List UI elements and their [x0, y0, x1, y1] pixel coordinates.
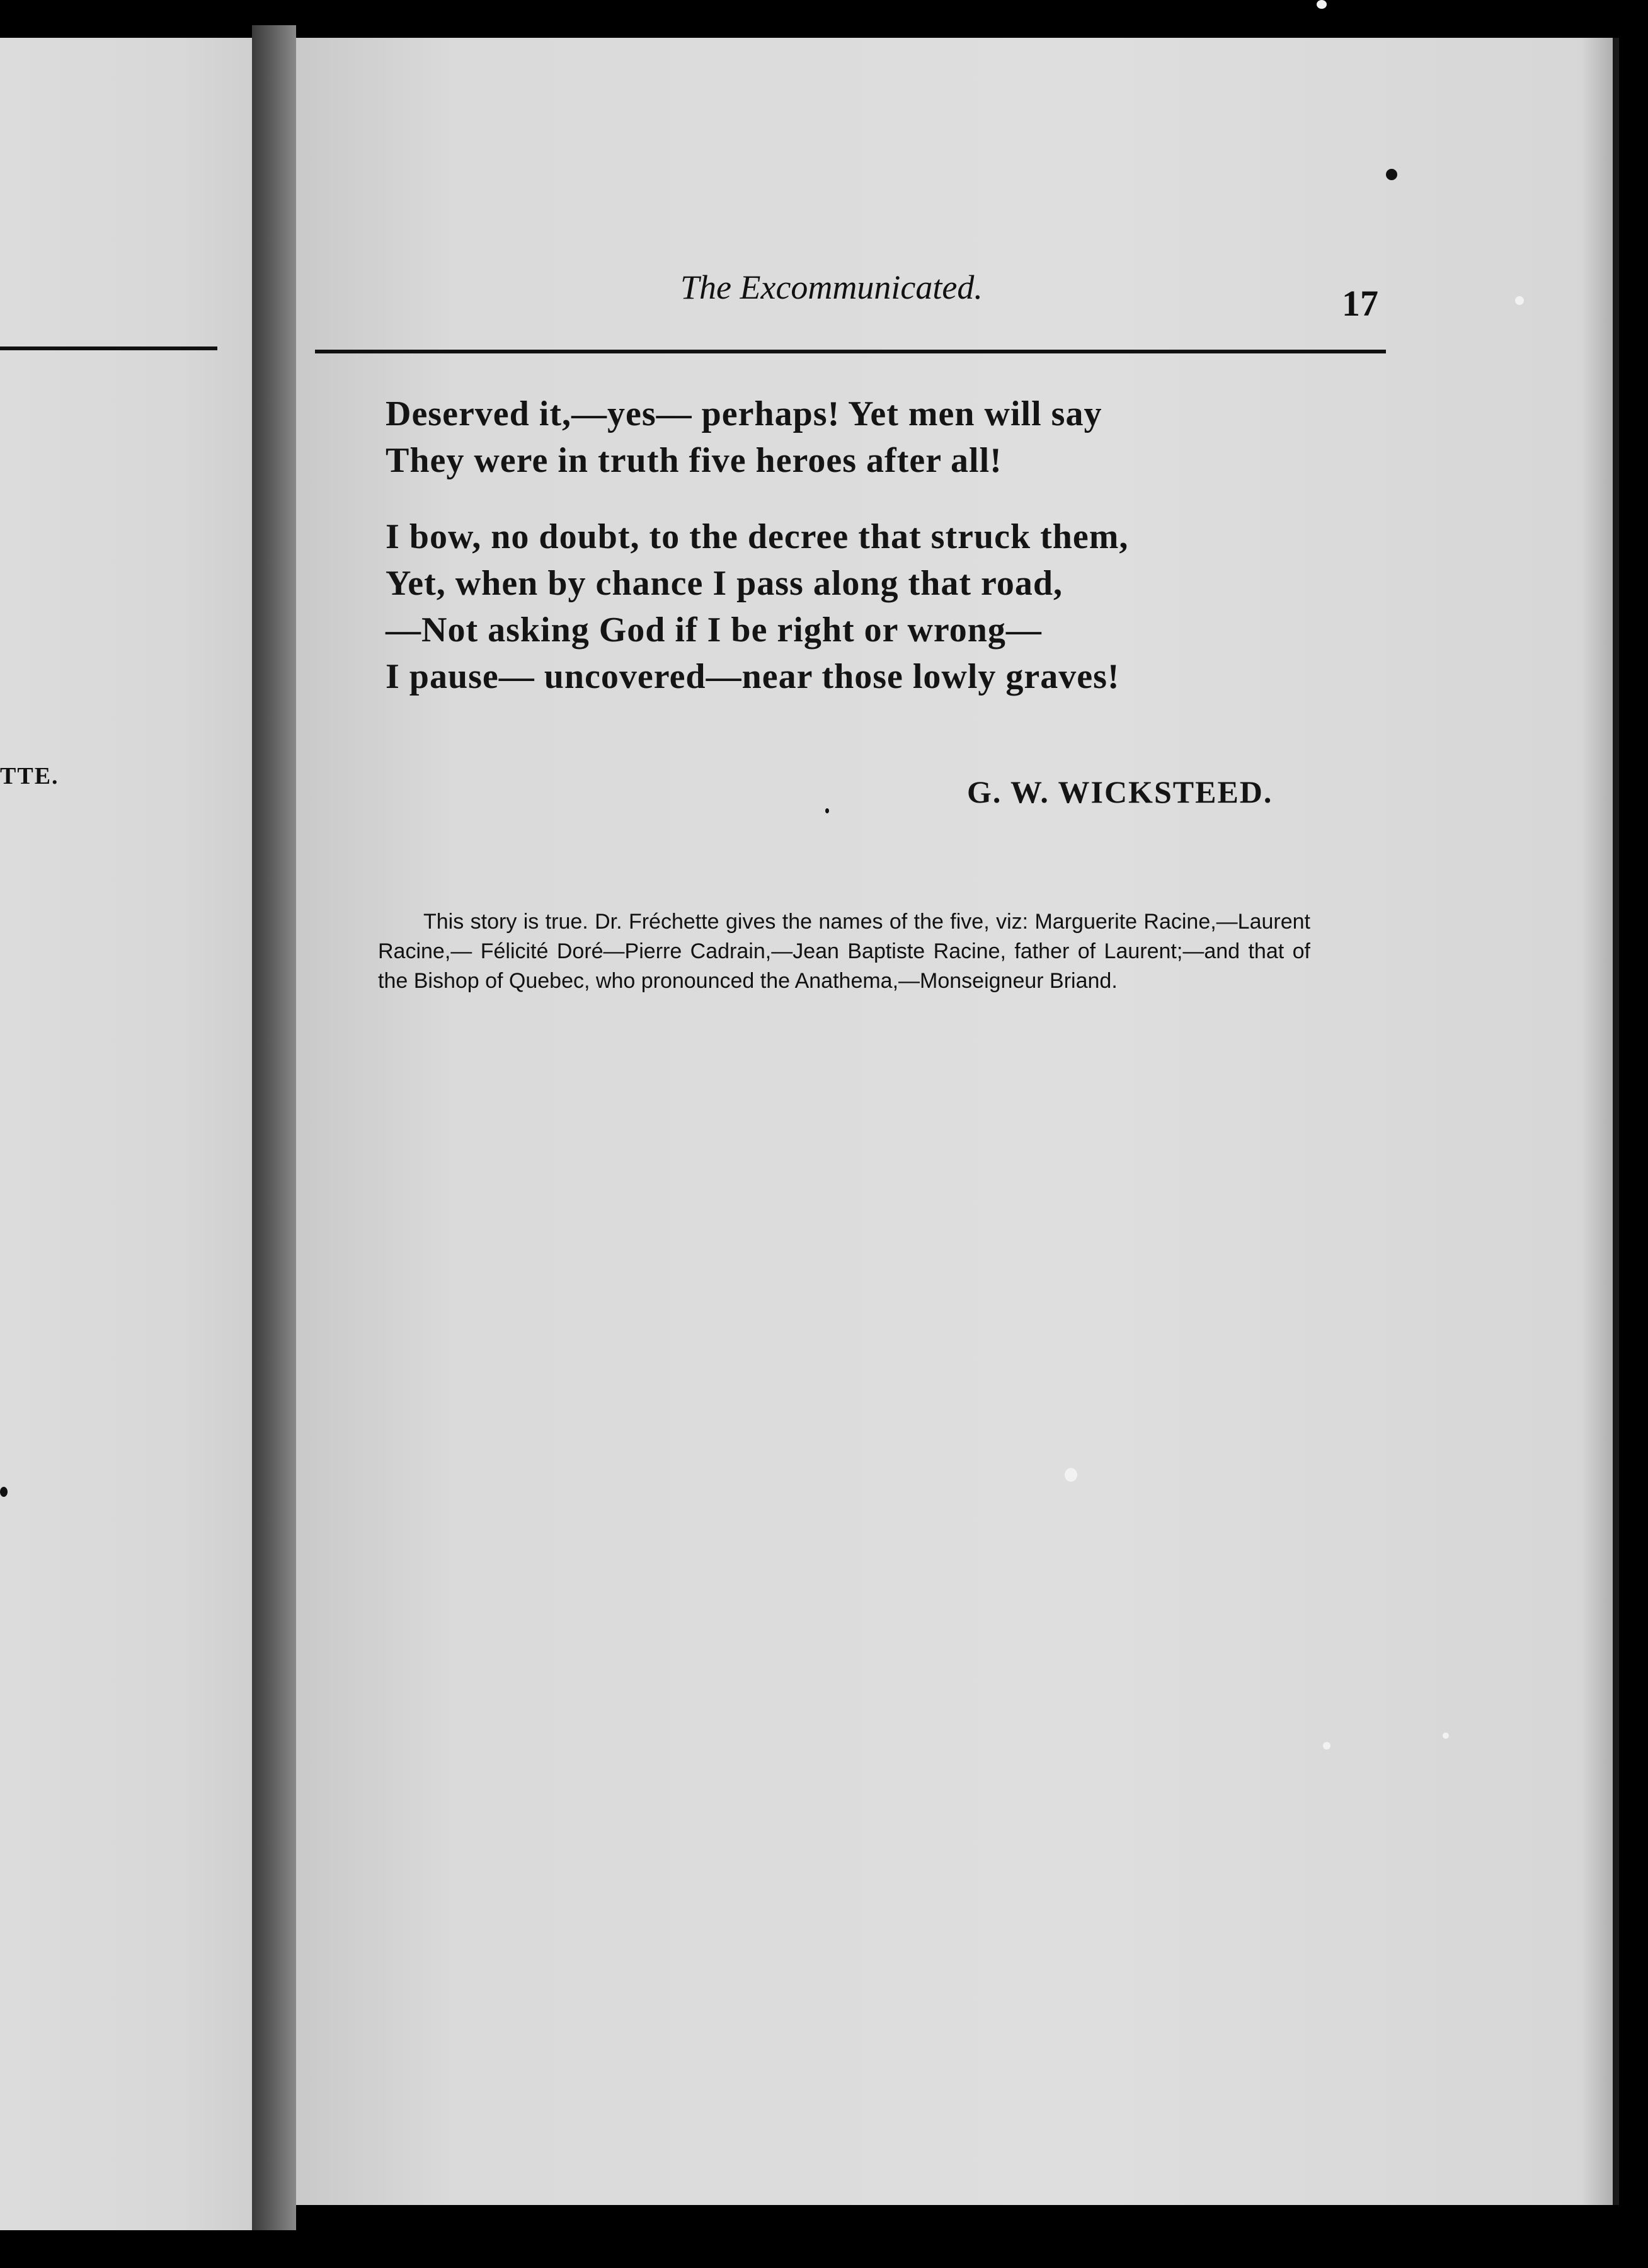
scan-speck: [1515, 296, 1524, 305]
page-edge-shadow: [1581, 38, 1619, 2205]
poem-line: I pause— uncovered—near those lowly graves!: [386, 657, 1120, 696]
poem-stanza: [386, 391, 1102, 484]
scan-speck: [825, 808, 829, 813]
left-page-rule: [0, 346, 217, 350]
footnote: This story is true. Dr. Fréchette gives the names of the five, viz: Marguerite Racine,—Laurent Racine,— Félicité Doré—Pierre Cadrain,—Jean Baptiste Racine, father of Laurent;—and that of the Bishop of Quebec, who pronounced the Anathema,—Monseigneur Briand.: [378, 910, 1310, 993]
scan-speck: [0, 1487, 8, 1497]
scan-speck: [1386, 169, 1397, 180]
binding-gutter: [252, 25, 296, 2230]
poem-line: I bow, no doubt, to the decree that struck them,: [386, 517, 1129, 556]
scan-speck: [1323, 1742, 1330, 1750]
poem-line: —Not asking God if I be right or wrong—: [386, 610, 1042, 650]
right-page: [296, 38, 1613, 2205]
poem-line: They were in truth five heroes after all!: [386, 441, 1002, 480]
poem-stanza: [386, 513, 1128, 700]
scan-speck: [1317, 0, 1327, 9]
header-rule: [315, 350, 1386, 353]
left-page-text-fragment: TTE.: [0, 763, 59, 789]
author-signature: G. W. WICKSTEED.: [967, 774, 1273, 810]
running-head: The Excommunicated.: [680, 268, 983, 306]
left-page: [0, 38, 252, 2230]
scan-speck: [1443, 1732, 1449, 1739]
poem-line: Yet, when by chance I pass along that road,: [386, 564, 1063, 603]
scan-speck: [1065, 1468, 1077, 1482]
page-number: 17: [1342, 283, 1378, 324]
poem-line: Deserved it,—yes— perhaps! Yet men will say: [386, 394, 1102, 433]
